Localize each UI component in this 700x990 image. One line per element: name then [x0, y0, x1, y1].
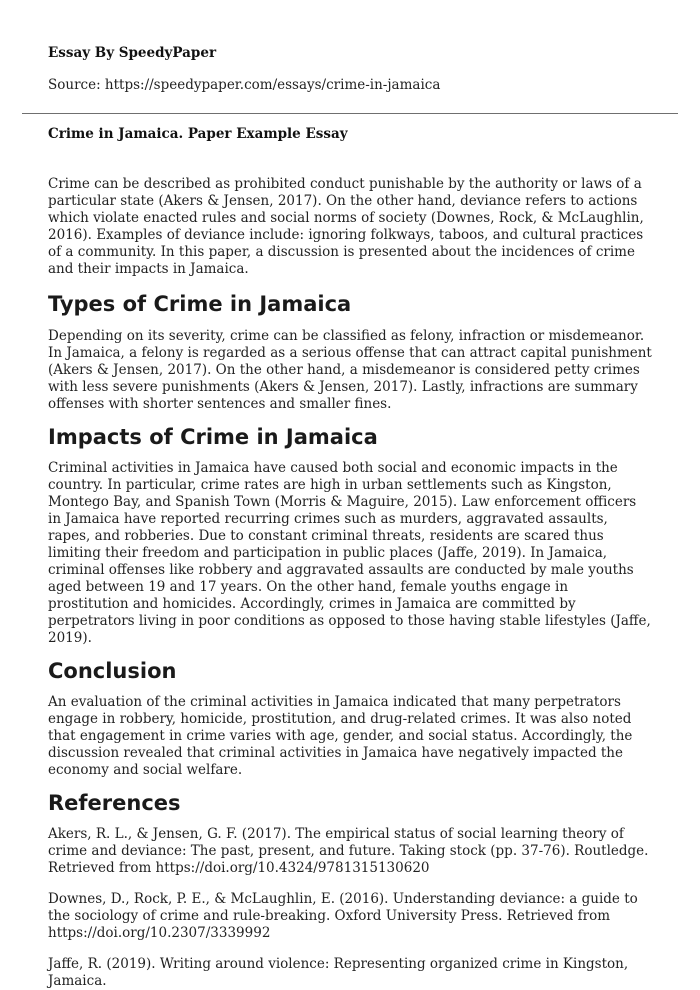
- intro-paragraph: Crime can be described as prohibited conduct punishable by the authority or laws of a particular state (Akers & Jensen, 2017). On the other hand, deviance refers to actions which violate enacted rules and social norms of society (Downes, Rock, & McLaughlin, 2016). Examples of deviance include: ignoring folkways, taboos, and cultural practices of a community. In this paper, a discussion is presented about the incidences of crime and their impacts in Jamaica.: [48, 176, 644, 277]
- reference-item: Downes, D., Rock, P. E., & McLaughlin, E. (2016). Understanding deviance: a guide to the sociology of crime and rule-breaking. Oxford University Press. Retrieved from https://doi.org/10.2307/3339992: [48, 891, 638, 941]
- reference-item: Jaffe, R. (2019). Writing around violence: Representing organized crime in Kingston, Jamaica.: [48, 956, 629, 989]
- types-paragraph: Depending on its severity, crime can be classified as felony, infraction or misdemeanor. In Jamaica, a felony is regarded as a serious offense that can attract capital punishment (Akers & Jensen, 2017). On the other hand, a misdemeanor is considered petty crimes with less severe punishments (Akers & Jensen, 2017). Lastly, infractions are summary offenses with shorter sentences and smaller fines.: [48, 328, 652, 412]
- heading-conclusion: Conclusion: [48, 659, 177, 683]
- reference-item: Akers, R. L., & Jensen, G. F. (2017). The empirical status of social learning theory of crime and deviance: The past, present, and future. Taking stock (pp. 37-76). Routledge. Retrieved from https://doi.org/10.4324/9781315130620: [48, 826, 649, 876]
- heading-types-of-crime: Types of Crime in Jamaica: [48, 292, 352, 316]
- impacts-paragraph: Criminal activities in Jamaica have caused both social and economic impacts in the country. In particular, crime rates are high in urban settlements such as Kingston, Montego Bay, and Spanish Town (Morris & Maguire, 2015). Law enforcement officers in Jamaica have reported recurring crimes such as murders, aggravated assaults, rapes, and robberies. Due to constant criminal threats, residents are scared thus limiting their freedom and participation in public places (Jaffe, 2019). In Jamaica, criminal offenses like robbery and aggravated assaults are conducted by male youths aged between 19 and 17 years. On the other hand, female youths engage in prostitution and homicides. Accordingly, crimes in Jamaica are committed by perpetrators living in poor conditions as opposed to those having stable lifestyles (Jaffe, 2019).: [48, 460, 651, 646]
- brand-label: Essay By SpeedyPaper: [48, 45, 217, 61]
- heading-impacts-of-crime: Impacts of Crime in Jamaica: [48, 425, 378, 449]
- heading-references: References: [48, 791, 181, 815]
- essay-title: Crime in Jamaica. Paper Example Essay: [48, 126, 348, 142]
- essay-content: [0, 125, 700, 990]
- conclusion-paragraph: An evaluation of the criminal activities in Jamaica indicated that many perpetrators engage in robbery, homicide, prostitution, and drug-related crimes. It was also noted that engagement in crime varies with age, gender, and social status. Accordingly, the discussion revealed that criminal activities in Jamaica have negatively impacted the economy and social welfare.: [48, 694, 633, 778]
- page-header: [0, 0, 700, 94]
- source-line: Source: https://speedypaper.com/essays/crime-in-jamaica: [48, 77, 441, 93]
- references-list: [48, 826, 652, 990]
- header-divider: [22, 113, 678, 114]
